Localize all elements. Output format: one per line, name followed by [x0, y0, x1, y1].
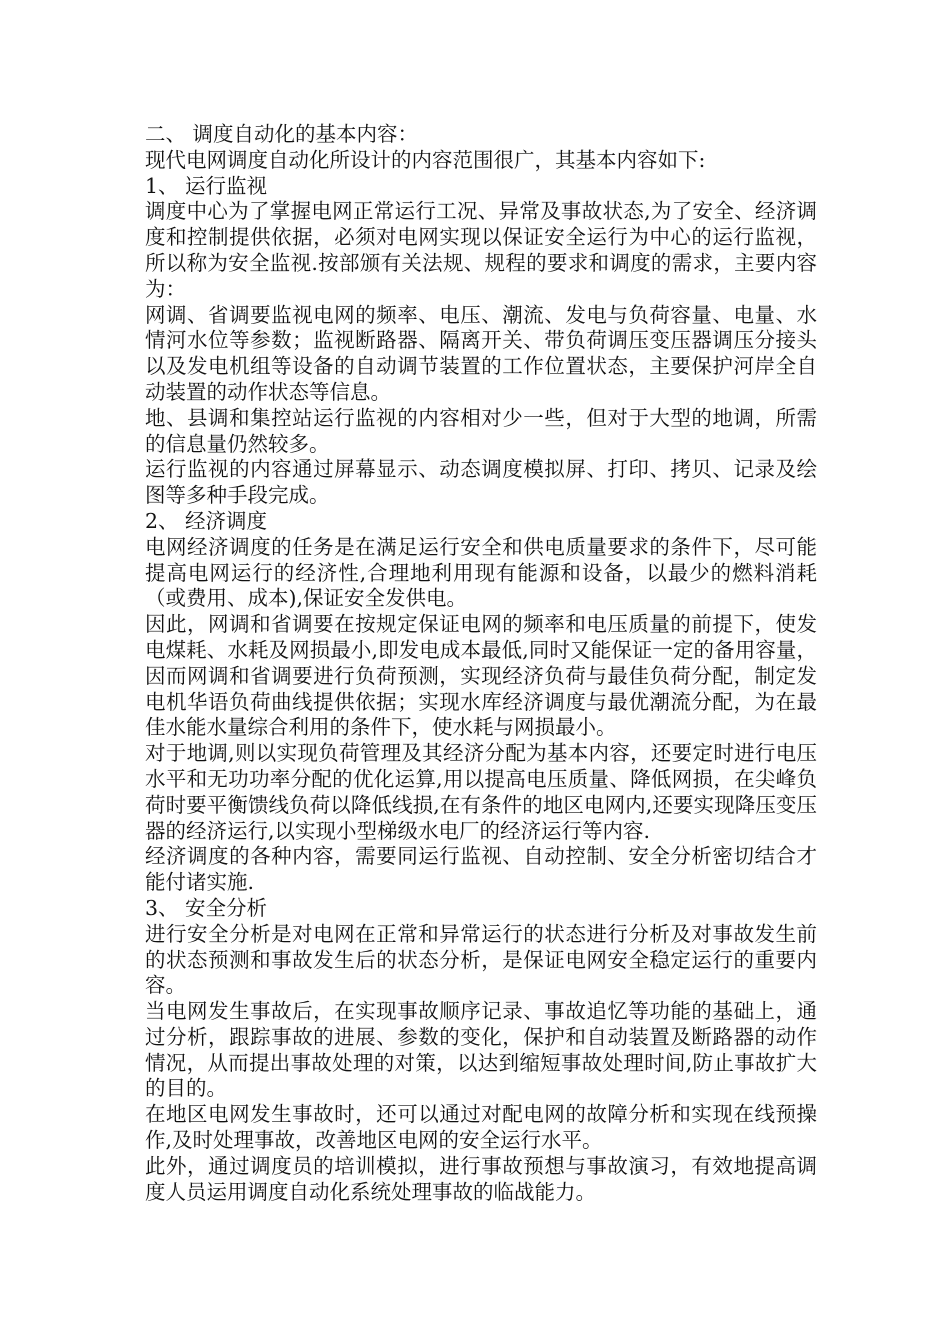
section-heading: 二、 调度自动化的基本内容：	[145, 122, 419, 146]
subsection-heading-monitoring: 1、 运行监视	[145, 173, 268, 198]
intro-paragraph: 现代电网调度自动化所设计的内容范围很广，其基本内容如下:	[145, 147, 706, 172]
paragraph: 此外，通过调度员的培训模拟，进行事故预想与事故演习，有效地提高调度人员运用调度自动化系统处理事故的临战能力。	[145, 1153, 817, 1204]
paragraph: 在地区电网发生事故时，还可以通过对配电网的故障分析和实现在线预操作,及时处理事故，改善地区电网的安全运行水平。	[145, 1102, 817, 1153]
paragraph: 运行监视的内容通过屏幕显示、动态调度模拟屏、打印、拷贝、记录及绘图等多种手段完成。	[145, 457, 817, 508]
paragraph: 当电网发生事故后，在实现事故顺序记录、事故追忆等功能的基础上，通过分析，跟踪事故的进展、参数的变化，保护和自动装置及断路器的动作情况，从而提出事故处理的对策，以达到缩短事故处理时间,防止事故扩大的目的。	[145, 999, 817, 1101]
paragraph: 对于地调,则以实现负荷管理及其经济分配为基本内容，还要定时进行电压水平和无功功率分配的优化运算,用以提高电压质量、降低网损，在尖峰负荷时要平衡馈线负荷以降低线损,在有条件的地区电网内,还要实现降压变压器的经济运行,以实现小型梯级水电厂的经济运行等内容.	[145, 741, 817, 843]
paragraph: 经济调度的各种内容，需要同运行监视、自动控制、安全分析密切结合才能付诸实施.	[145, 844, 817, 895]
paragraph: 电网经济调度的任务是在满足运行安全和供电质量要求的条件下，尽可能提高电网运行的经济性,合理地利用现有能源和设备，以最少的燃料消耗（或费用、成本),保证安全发供电。	[145, 534, 817, 611]
paragraph: 因此，网调和省调要在按规定保证电网的频率和电压质量的前提下，使发电煤耗、水耗及网损最小,即发电成本最低,同时又能保证一定的备用容量，因而网调和省调要进行负荷预测，实现经济负荷与最佳负荷分配，制定发电机华语负荷曲线提供依据；实现水库经济调度与最优潮流分配，为在最佳水能水量综合利用的条件下，使水耗与网损最小。	[145, 612, 817, 740]
paragraph: 调度中心为了掌握电网正常运行工况、异常及事故状态,为了安全、经济调度和控制提供依据，必须对电网实现以保证安全运行为中心的运行监视，所以称为安全监视.按部颁有关法规、规程的要求和调度的需求，主要内容为：	[145, 199, 817, 301]
paragraph: 进行安全分析是对电网在正常和异常运行的状态进行分析及对事故发生前的状态预测和事故发生后的状态分析，是保证电网安全稳定运行的重要内容。	[145, 921, 817, 998]
paragraph: 网调、省调要监视电网的频率、电压、潮流、发电与负荷容量、电量、水情河水位等参数；监视断路器、隔离开关、带负荷调压变压器调压分接头以及发电机组等设备的自动调节装置的工作位置状态，主要保护河岸全自动装置的动作状态等信息。	[145, 302, 817, 404]
subsection-heading-security-analysis: 3、 安全分析	[145, 895, 268, 920]
paragraph: 地、县调和集控站运行监视的内容相对少一些，但对于大型的地调，所需的信息量仍然较多。	[145, 405, 817, 456]
subsection-heading-economic-dispatch: 2、 经济调度	[145, 508, 268, 533]
document-body	[145, 122, 817, 1205]
